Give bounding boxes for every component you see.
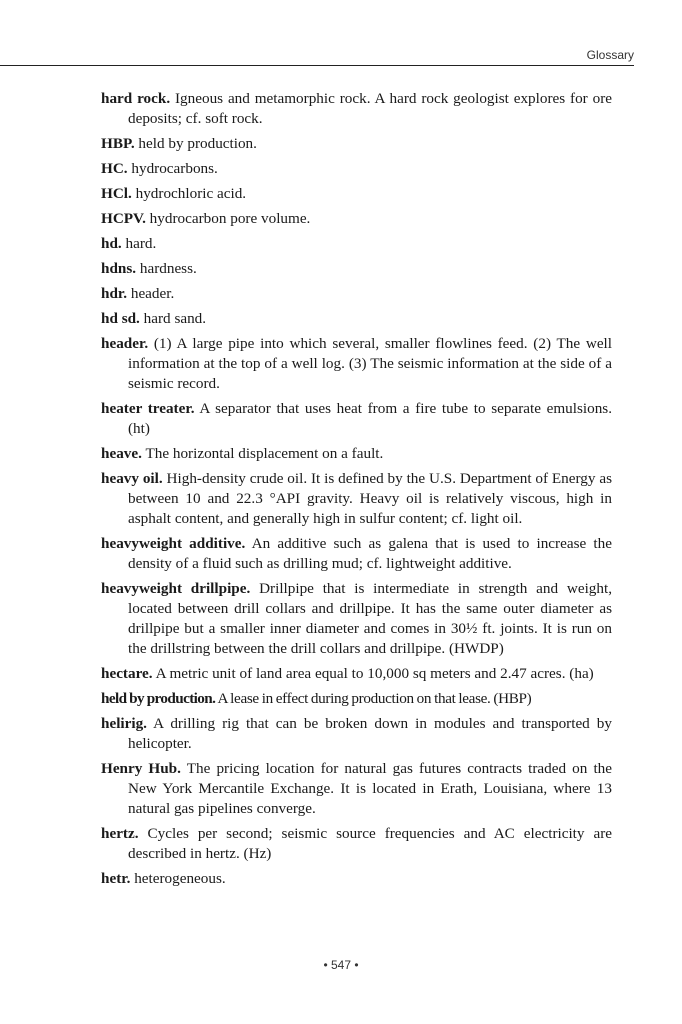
entry-term: hard rock. (101, 90, 171, 107)
entry-definition: The pricing location for natural gas futures contracts traded on the New York Mercantile Exchange. It is located in Erath, Louisiana, where 13 natural gas pipelines converge. (128, 760, 613, 817)
entry-definition: hydrocarbons. (131, 160, 218, 177)
entry-term: hd sd. (101, 310, 140, 327)
entry-term: hdr. (101, 285, 128, 302)
glossary-entry (101, 234, 612, 254)
glossary-entry (101, 534, 612, 574)
entry-definition: Igneous and metamorphic rock. A hard rock geologist explores for ore deposits; cf. soft rock. (128, 90, 612, 127)
entry-term: Henry Hub. (101, 760, 181, 777)
entry-term: HC. (101, 160, 128, 177)
entry-term: hetr. (101, 870, 131, 887)
entry-term: heave. (101, 445, 142, 462)
entry-definition: A metric unit of land area equal to 10,000 sq meters and 2.47 acres. (ha) (155, 665, 594, 682)
glossary-entries (101, 89, 612, 894)
entry-term: HCl. (101, 185, 132, 202)
glossary-entry (101, 469, 612, 529)
glossary-entry (101, 334, 612, 394)
glossary-entry (101, 284, 612, 304)
entry-definition: High-density crude oil. It is defined by the U.S. Department of Energy as between 10 and 22.3 °API gravity. Heavy oil is relatively viscous, high in asphalt content, and generally high in sulfur content; cf. light oil. (128, 470, 613, 527)
entry-term: heavyweight drillpipe. (101, 580, 251, 597)
entry-definition: The horizontal displacement on a fault. (145, 445, 384, 462)
entry-definition: An additive such as galena that is used to increase the density of a fluid such as drilling mud; cf. lightweight additive. (128, 535, 612, 572)
entry-definition: header. (130, 285, 175, 302)
entry-definition: hydrocarbon pore volume. (149, 210, 311, 227)
glossary-entry (101, 134, 612, 154)
glossary-entry (101, 309, 612, 329)
glossary-entry (101, 759, 612, 819)
entry-definition: heterogeneous. (134, 870, 226, 887)
entry-term: heater treater. (101, 400, 195, 417)
running-head-title: Glossary (586, 48, 634, 62)
entry-definition: hardness. (139, 260, 197, 277)
entry-term: hectare. (101, 665, 153, 682)
glossary-entry (101, 184, 612, 204)
glossary-entry (101, 714, 612, 754)
entry-term: hertz. (101, 825, 139, 842)
entry-definition: A separator that uses heat from a fire tube to separate emulsions. (ht) (128, 400, 612, 437)
glossary-entry (101, 259, 612, 279)
entry-definition: hydrochloric acid. (135, 185, 247, 202)
entry-term: hdns. (101, 260, 137, 277)
entry-definition: held by production. (138, 135, 257, 152)
entry-term: hd. (101, 235, 122, 252)
entry-term: HCPV. (101, 210, 146, 227)
entry-term: heavyweight additive. (101, 535, 246, 552)
glossary-entry (101, 664, 612, 684)
entry-term: HBP. (101, 135, 135, 152)
glossary-entry (101, 444, 612, 464)
entry-definition: Drillpipe that is intermediate in strength and weight, located between drill collars and drillpipe. It has the same outer diameter as drillpipe but a smaller inner diameter and comes in 30½ ft. joints. It is run on the drillstring between the drill collars and drillpipe. (HWDP) (128, 580, 612, 657)
entry-definition: hard sand. (143, 310, 207, 327)
glossary-entry (101, 399, 612, 439)
entry-definition: A drilling rig that can be broken down in modules and transported by helicopter. (128, 715, 612, 752)
glossary-entry (101, 89, 612, 129)
entry-definition: Cycles per second; seismic source frequencies and AC electricity are described in hertz. (Hz) (128, 825, 613, 862)
header-rule (0, 65, 634, 66)
glossary-entry (101, 209, 612, 229)
glossary-entry (101, 689, 612, 709)
glossary-entry (101, 159, 612, 179)
entry-term: helirig. (101, 715, 147, 732)
entry-definition: A lease in effect during production on that lease. (HBP) (217, 690, 532, 707)
glossary-entry (101, 869, 612, 889)
entry-term: heavy oil. (101, 470, 163, 487)
entry-term: held by production. (101, 690, 216, 707)
page-number: • 547 • (323, 958, 359, 972)
glossary-entry (101, 824, 612, 864)
glossary-entry (101, 579, 612, 659)
entry-definition: hard. (125, 235, 157, 252)
entry-definition: (1) A large pipe into which several, smaller flowlines feed. (2) The well information at the top of a well log. (3) The seismic information at the side of a seismic record. (128, 335, 612, 392)
entry-term: header. (101, 335, 149, 352)
